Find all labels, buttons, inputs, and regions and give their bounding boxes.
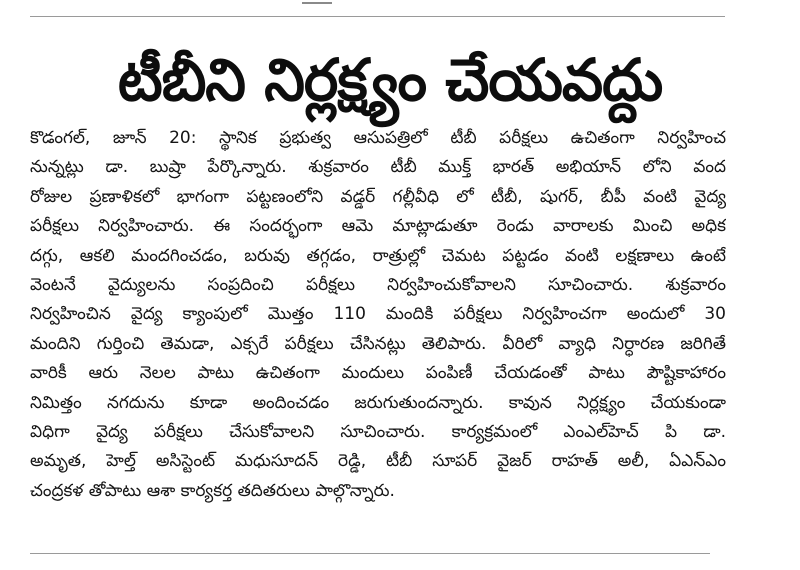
top-divider — [30, 16, 725, 17]
cropped-header-fragment — [302, 0, 342, 8]
article-line: పరీక్షలు నిర్వహించారు. ఈ సందర్భంగా ఆమె మాట్లాడుతూ రెండు వారాలకు మించి అధిక — [30, 216, 726, 237]
article-line: నిర్వహించిన వైద్య క్యాంపులో మొత్తం 110 మందికి పరీక్షలు నిర్వహించగా అందులో 30 — [30, 304, 726, 325]
article-line: నున్నట్లు డా. బుష్రా పేర్కొన్నారు. శుక్రవారం టీబీ ముక్త్ భారత్ అభియాన్ లోని వంద — [30, 157, 726, 178]
article-line: వారికీ ఆరు నెలల పాటు ఉచితంగా మందులు పంపిణీ చేయడంతో పాటు పౌష్టికాహారం — [30, 363, 726, 384]
article-line: మందిని గుర్తించి తెమడా, ఎక్సరే పరీక్షలు చేసినట్లు తెలిపారు. వీరిలో వ్యాధి నిర్ధారణ జరిగితే — [30, 333, 726, 354]
article-line: నిమిత్తం నగదును కూడా అందించడం జరుగుతుందన్నారు. కావున నిర్లక్ష్యం చేయకుండా — [30, 392, 726, 413]
article-line: వెంటనే వైద్యులను సంప్రదించి పరీక్షలు నిర్వహించుకోవాలని సూచించారు. శుక్రవారం — [30, 274, 726, 295]
article-line: కొడంగల్, జూన్ 20: స్థానిక ప్రభుత్వ ఆసుపత్రిలో టీబీ పరీక్షలు ఉచితంగా నిర్వహించ — [30, 128, 726, 148]
article-line: రోజుల ప్రణాళికలో భాగంగా పట్టణంలోని వడ్డర్ గల్లీవీధి లో టీబీ, షుగర్, బీపీ వంటి వైద్య — [30, 186, 726, 207]
article-line-last: చంద్రకళ తోపాటు ఆశా కార్యకర్త తదితరులు పాల్గొన్నారు. — [30, 480, 395, 501]
bottom-divider — [30, 553, 710, 554]
article-line: విధిగా వైద్య పరీక్షలు చేసుకోవాలని సూచించారు. కార్యక్రమంలో ఎంఎల్‌హెచ్ పి డా. — [30, 421, 726, 442]
article-body — [30, 124, 726, 506]
article-line: దగ్గు, ఆకలి మందగించడం, బరువు తగ్గడం, రాత్రుల్లో చెమట పట్టడం వంటి లక్షణాలు ఉంటే — [30, 245, 726, 266]
article-headline: టీబీని నిర్లక్ష్యం చేయవద్దు — [117, 46, 663, 114]
article-line: అమృత, హెల్త్ అసిస్టెంట్ మధుసూదన్ రెడ్డి, టీబీ సూపర్ వైజర్ రాహత్ అలీ, ఏఎన్ఎం — [30, 451, 726, 472]
